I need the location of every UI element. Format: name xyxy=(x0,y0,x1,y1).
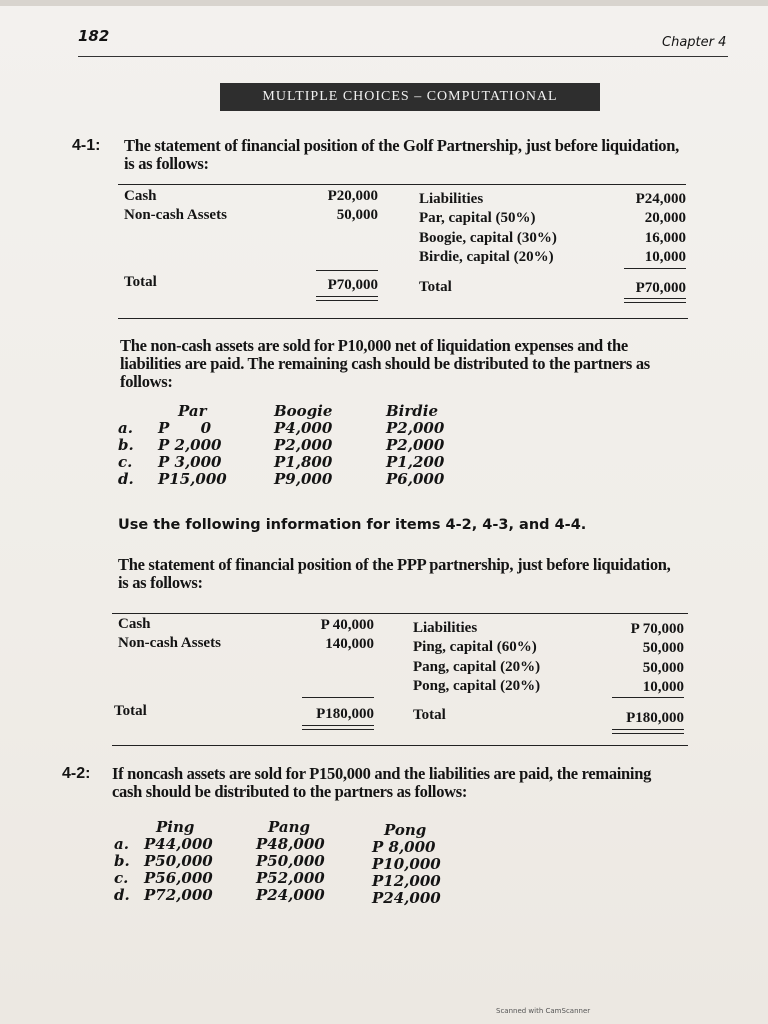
choice-header-birdie: Birdie xyxy=(386,402,439,420)
choice-header-pang: Pang xyxy=(268,818,310,836)
table-bottom-rule xyxy=(118,318,688,319)
q42-choice-a-ping: P44,000 xyxy=(144,835,213,853)
capital-label-boogie: Boogie, capital (30%) xyxy=(419,230,557,246)
question-number-4-2: 4-2: xyxy=(62,765,91,782)
ppp-liability-value: P 70,000 xyxy=(630,621,684,637)
page-number: 182 xyxy=(78,27,110,45)
liability-value: P24,000 xyxy=(635,191,686,207)
choice-b-par: P 2,000 xyxy=(158,436,222,454)
q42-choice-c-pang: P52,000 xyxy=(256,869,325,887)
ppp-subtotal-rule-left xyxy=(302,697,374,698)
question-4-1-text-line2: is as follows: xyxy=(124,154,209,173)
ppp-total-double-rule-left xyxy=(302,725,374,730)
choice-c-boogie: P1,800 xyxy=(274,453,333,471)
ppp-asset-value-cash: P 40,000 xyxy=(320,617,374,633)
ppp-asset-label-noncash: Non-cash Assets xyxy=(118,635,221,651)
q42-choice-b-pang: P50,000 xyxy=(256,852,325,870)
ppp-capital-label-pang: Pang, capital (20%) xyxy=(413,659,541,675)
subtotal-rule-left xyxy=(316,270,378,271)
ppp-capital-value-pong: 10,000 xyxy=(642,679,684,695)
capital-value-birdie: 10,000 xyxy=(644,249,686,265)
q42-choice-c-ping: P56,000 xyxy=(144,869,213,887)
ppp-capital-value-ping: 50,000 xyxy=(642,640,684,656)
q42-choice-a-pong: P 8,000 xyxy=(372,838,436,856)
choice-letter-b[interactable]: b. xyxy=(118,436,134,454)
question-4-2-text-line1: If noncash assets are sold for P150,000 and the liabilities are paid, the remaining xyxy=(112,764,652,783)
choice-a-birdie: P2,000 xyxy=(386,419,445,437)
ppp-total-label-left: Total xyxy=(114,703,147,719)
q42-choice-a-pang: P48,000 xyxy=(256,835,325,853)
q42-choice-d-pong: P24,000 xyxy=(372,889,441,907)
ppp-intro-line1: The statement of financial position of the PPP partnership, just before liquidation, xyxy=(118,555,671,574)
q42-choice-b-pong: P10,000 xyxy=(372,855,441,873)
question-number-4-1: 4-1: xyxy=(72,137,101,154)
total-double-rule-left xyxy=(316,296,378,301)
choices-4-2 xyxy=(108,819,468,919)
total-value-right: P70,000 xyxy=(635,280,686,296)
table-top-rule xyxy=(118,184,686,185)
choice-b-birdie: P2,000 xyxy=(386,436,445,454)
total-label-left: Total xyxy=(124,274,157,290)
ppp-total-label-right: Total xyxy=(413,707,446,723)
q42-choice-letter-d[interactable]: d. xyxy=(114,886,130,904)
q42-choice-letter-a[interactable]: a. xyxy=(114,835,129,853)
q42-choice-letter-c[interactable]: c. xyxy=(114,869,129,887)
shared-info-heading: Use the following information for items 4-2, 4-3, and 4-4. xyxy=(118,517,587,533)
question-4-1-detail-line1: The non-cash assets are sold for P10,000 net of liquidation expenses and the xyxy=(120,336,628,355)
ppp-liability-label: Liabilities xyxy=(413,620,478,636)
choice-letter-a[interactable]: a. xyxy=(118,419,133,437)
choice-d-par: P15,000 xyxy=(158,470,227,488)
total-value-left: P70,000 xyxy=(327,277,378,293)
asset-value-noncash: 50,000 xyxy=(336,207,378,223)
capital-value-par: 20,000 xyxy=(644,210,686,226)
question-4-1-text-line1: The statement of financial position of the Golf Partnership, just before liquidation, xyxy=(124,136,679,155)
question-4-1-detail-line2: liabilities are paid. The remaining cash should be distributed to the partners as xyxy=(120,354,650,373)
choice-d-boogie: P9,000 xyxy=(274,470,333,488)
choice-b-boogie: P2,000 xyxy=(274,436,333,454)
choices-4-1 xyxy=(118,403,478,503)
capital-label-birdie: Birdie, capital (20%) xyxy=(419,249,554,265)
ppp-total-value-left: P180,000 xyxy=(316,706,374,722)
ppp-total-double-rule-right xyxy=(612,729,684,734)
header-rule xyxy=(78,56,728,57)
capital-label-par: Par, capital (50%) xyxy=(419,210,536,226)
question-4-1-detail-line3: follows: xyxy=(120,372,173,391)
total-double-rule-right xyxy=(624,298,686,303)
section-banner: MULTIPLE CHOICES – COMPUTATIONAL xyxy=(220,83,600,111)
asset-label-noncash: Non-cash Assets xyxy=(124,207,227,223)
q42-choice-d-pang: P24,000 xyxy=(256,886,325,904)
total-label-right: Total xyxy=(419,279,452,295)
ppp-intro-line2: is as follows: xyxy=(118,573,203,592)
choice-header-pong: Pong xyxy=(384,821,427,839)
scanner-watermark: Scanned with CamScanner xyxy=(496,1007,591,1015)
scan-border xyxy=(0,0,768,6)
q42-choice-b-ping: P50,000 xyxy=(144,852,213,870)
choice-letter-d[interactable]: d. xyxy=(118,470,134,488)
asset-label-cash: Cash xyxy=(124,188,157,204)
ppp-capital-label-ping: Ping, capital (60%) xyxy=(413,639,537,655)
ppp-subtotal-rule-right xyxy=(612,697,684,698)
ppp-total-value-right: P180,000 xyxy=(626,710,684,726)
ppp-asset-value-noncash: 140,000 xyxy=(325,636,374,652)
choice-header-ping: Ping xyxy=(156,818,195,836)
choice-a-par: P 0 xyxy=(158,419,212,437)
subtotal-rule-right xyxy=(624,268,686,269)
choice-a-boogie: P4,000 xyxy=(274,419,333,437)
q42-choice-d-ping: P72,000 xyxy=(144,886,213,904)
choice-header-boogie: Boogie xyxy=(274,402,333,420)
chapter-label: Chapter 4 xyxy=(662,35,727,50)
ppp-table-top-rule xyxy=(112,613,688,614)
ppp-table-bottom-rule xyxy=(112,745,688,746)
ppp-asset-label-cash: Cash xyxy=(118,616,151,632)
choice-c-par: P 3,000 xyxy=(158,453,222,471)
liability-label: Liabilities xyxy=(419,191,484,207)
ppp-capital-label-pong: Pong, capital (20%) xyxy=(413,678,541,694)
choice-c-birdie: P1,200 xyxy=(386,453,445,471)
choice-d-birdie: P6,000 xyxy=(386,470,445,488)
ppp-capital-value-pang: 50,000 xyxy=(642,660,684,676)
asset-value-cash: P20,000 xyxy=(327,188,378,204)
q42-choice-letter-b[interactable]: b. xyxy=(114,852,130,870)
choice-header-par: Par xyxy=(178,402,207,420)
question-4-2-text-line2: cash should be distributed to the partners as follows: xyxy=(112,782,468,801)
choice-letter-c[interactable]: c. xyxy=(118,453,133,471)
capital-value-boogie: 16,000 xyxy=(644,230,686,246)
q42-choice-c-pong: P12,000 xyxy=(372,872,441,890)
